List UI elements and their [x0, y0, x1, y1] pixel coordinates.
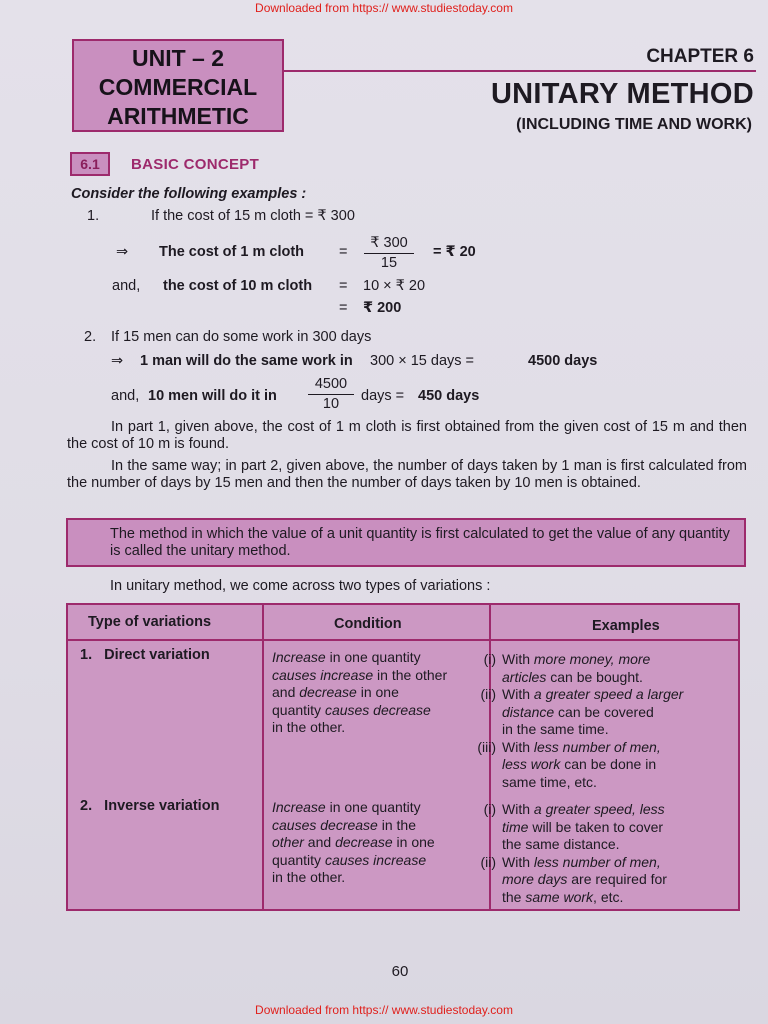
ex2-and: and, — [111, 388, 140, 404]
example-line — [466, 774, 683, 792]
unit-box — [72, 39, 284, 132]
italic-text: causes decrease — [324, 701, 431, 718]
cell-line — [272, 684, 447, 702]
cell-line — [499, 739, 661, 757]
italic-text: less number of men, — [533, 853, 661, 870]
italic-text: less work — [502, 756, 561, 772]
cell-line — [272, 869, 435, 887]
example-number: (i) — [483, 651, 496, 667]
text-run: With — [502, 651, 534, 667]
table-header-type: Type of variations — [88, 614, 212, 630]
example-line — [466, 801, 667, 819]
text-run: will be taken to cover — [528, 818, 664, 835]
ex1-arrow: ⇒ — [116, 244, 129, 260]
text-run: are required for — [567, 871, 667, 887]
cell-line — [272, 702, 447, 720]
text-run: in the other — [373, 666, 448, 683]
ex1-line1: If the cost of 15 m cloth = ₹ 300 — [151, 208, 355, 224]
example-line — [466, 739, 683, 757]
paragraph-1: In part 1, given above, the cost of 1 m cloth is first obtained from the given cost of 15 m and then the cost of 10 m is found. — [67, 419, 747, 452]
italic-text: distance — [502, 703, 555, 720]
cell-line — [499, 686, 683, 704]
header-rule — [284, 70, 756, 72]
ex1-line2-eq: = — [339, 244, 348, 260]
cell-line — [499, 801, 665, 819]
cell-line — [272, 649, 447, 667]
chapter-subtitle: (INCLUDING TIME AND WORK) — [516, 116, 752, 133]
intro-text: Consider the following examples : — [71, 186, 307, 202]
text-run: quantity — [272, 701, 325, 718]
example-line — [466, 871, 667, 889]
row-1-examples — [466, 651, 683, 791]
text-run: can be bought. — [546, 668, 643, 685]
ex1-line3-eq: = — [339, 278, 348, 294]
text-run: in the same time. — [502, 721, 609, 737]
cell-line — [499, 836, 620, 854]
text-run: can be covered — [554, 703, 654, 720]
definition-text: The method in which the value of a unit quantity is first calculated to get the value of any quantity is called the unitary method. — [110, 526, 730, 559]
example-line — [466, 889, 667, 907]
italic-text: articles — [502, 668, 547, 685]
fraction-bar — [364, 253, 414, 254]
unit-line-3: ARITHMETIC — [107, 103, 249, 129]
ex1-and: and, — [112, 278, 141, 294]
italic-text: time — [502, 818, 529, 835]
italic-text: less number of men, — [533, 738, 661, 755]
text-run: the — [502, 888, 526, 905]
text-run: in one quantity — [325, 649, 421, 665]
cell-line — [499, 871, 667, 889]
text-run: With — [502, 738, 534, 755]
text-run: , etc. — [593, 888, 624, 905]
example-line — [466, 686, 683, 704]
text-run: quantity — [272, 851, 325, 868]
italic-text: more days — [502, 871, 568, 887]
text-run: can be done in — [560, 756, 657, 772]
ex1-frac-numerator: ₹ 300 — [370, 235, 408, 251]
row-1-type: 1. Direct variation — [80, 647, 210, 663]
ex1-number: 1. — [87, 208, 100, 224]
ex2-line2-mid: 300 × 15 days = — [370, 353, 474, 369]
cell-line — [272, 799, 435, 817]
text-run: in the other. — [272, 719, 346, 735]
text-run: With — [502, 686, 534, 702]
table-header-examples: Examples — [592, 618, 660, 634]
definition-box — [66, 518, 746, 567]
italic-text: causes decrease — [272, 816, 378, 833]
ex1-frac-denominator: 15 — [380, 255, 398, 271]
cell-line — [272, 834, 435, 852]
chapter-title: UNITARY METHOD — [490, 78, 754, 110]
example-number — [466, 774, 499, 792]
cell-line — [499, 704, 654, 722]
italic-text: decrease — [335, 834, 393, 850]
table-header-rule — [68, 639, 738, 641]
italic-text: a greater speed, less — [533, 801, 665, 817]
section-title: BASIC CONCEPT — [131, 156, 260, 173]
cell-line — [499, 756, 656, 774]
variations-table — [66, 603, 740, 911]
example-number — [466, 819, 499, 837]
ex2-line1: If 15 men can do some work in 300 days — [111, 329, 372, 345]
unit-line-2: COMMERCIAL — [98, 74, 258, 100]
cell-line — [272, 817, 435, 835]
example-line — [466, 704, 683, 722]
example-line — [466, 836, 667, 854]
example-number: (ii) — [480, 853, 496, 870]
cell-line — [272, 719, 447, 737]
ex1-line2-result: = ₹ 20 — [433, 244, 476, 260]
example-number — [466, 669, 499, 687]
ex2-number: 2. — [84, 329, 97, 345]
cell-line — [499, 854, 661, 872]
italic-text: decrease — [299, 684, 357, 700]
example-number: (ii) — [480, 686, 496, 702]
ex1-fraction — [364, 235, 414, 271]
watermark-bottom[interactable]: Downloaded from https:// www.studiestoday.com — [255, 1003, 513, 1017]
paragraph-2: In the same way; in part 2, given above, the number of days taken by 1 man is first calculated from the number of days by 15 men and then the number of days taken by 10 men is obtained. — [67, 458, 747, 491]
text-run: With — [502, 801, 534, 817]
ex2-line2-result: 4500 days — [528, 353, 598, 369]
text-run: same time, etc. — [502, 773, 597, 790]
section-number: 6.1 — [70, 152, 110, 176]
ex2-line3-bold: 10 men will do it in — [148, 388, 277, 404]
ex1-line4-result: ₹ 200 — [363, 300, 402, 316]
italic-text: Increase — [272, 649, 326, 665]
ex2-frac-numerator: 4500 — [314, 376, 348, 392]
ex2-line3-days: days = — [361, 388, 405, 404]
variations-intro: In unitary method, we come across two types of variations : — [110, 578, 491, 594]
fraction-bar — [308, 394, 354, 395]
ex1-line3-label: the cost of 10 m cloth — [163, 278, 313, 294]
text-run: in the — [377, 816, 416, 833]
italic-text: same work — [525, 888, 594, 905]
ex2-frac-denominator: 10 — [322, 396, 340, 412]
example-number: (i) — [483, 801, 496, 817]
italic-text: causes increase — [324, 851, 427, 868]
ex1-line3-expr: 10 × ₹ 20 — [363, 278, 426, 294]
table-divider — [262, 605, 264, 909]
unit-line-1: UNIT – 2 — [131, 45, 225, 71]
text-run: and — [272, 684, 300, 700]
text-run: the same distance. — [502, 836, 620, 852]
cell-line — [499, 774, 597, 792]
italic-text: causes increase — [272, 666, 374, 683]
text-run: With — [502, 853, 534, 870]
example-line — [466, 721, 683, 739]
cell-line — [499, 669, 643, 687]
example-number — [466, 836, 499, 854]
italic-text: other — [272, 834, 304, 850]
text-run: in one quantity — [325, 799, 421, 815]
row-1-condition — [272, 649, 447, 737]
example-number — [466, 756, 499, 774]
ex1-line2-label: The cost of 1 m cloth — [159, 244, 305, 260]
example-line — [466, 651, 683, 669]
cell-line — [499, 889, 623, 907]
text-run: in the other. — [272, 869, 346, 885]
row-2-examples — [466, 801, 667, 906]
italic-text: more money, more — [533, 651, 651, 667]
row-2-condition — [272, 799, 435, 887]
row-2-type: 2. Inverse variation — [80, 798, 220, 814]
ex2-line2-bold: 1 man will do the same work in — [140, 353, 353, 369]
example-number — [466, 704, 499, 722]
chapter-label: CHAPTER 6 — [646, 46, 754, 67]
text-run: in one — [392, 834, 435, 850]
example-line — [466, 669, 683, 687]
cell-line — [499, 721, 609, 739]
ex1-line4-eq: = — [339, 300, 348, 316]
cell-line — [499, 819, 663, 837]
example-line — [466, 819, 667, 837]
example-number — [466, 871, 499, 889]
cell-line — [272, 667, 447, 685]
ex2-line3-result: 450 days — [418, 388, 480, 404]
italic-text: a greater speed a larger — [533, 686, 684, 702]
example-line — [466, 854, 667, 872]
text-run: in one — [356, 684, 399, 700]
italic-text: Increase — [272, 799, 326, 815]
text-run: and — [303, 834, 336, 850]
example-line — [466, 756, 683, 774]
watermark-top[interactable]: Downloaded from https:// www.studiestoday.com — [255, 1, 513, 15]
example-number — [466, 721, 499, 739]
ex2-arrow: ⇒ — [111, 353, 124, 369]
cell-line — [499, 651, 650, 669]
ex2-fraction — [308, 376, 354, 412]
example-number: (iii) — [477, 738, 496, 755]
example-number — [466, 889, 499, 907]
page-number: 60 — [391, 963, 409, 980]
table-header-condition: Condition — [334, 616, 402, 632]
cell-line — [272, 852, 435, 870]
